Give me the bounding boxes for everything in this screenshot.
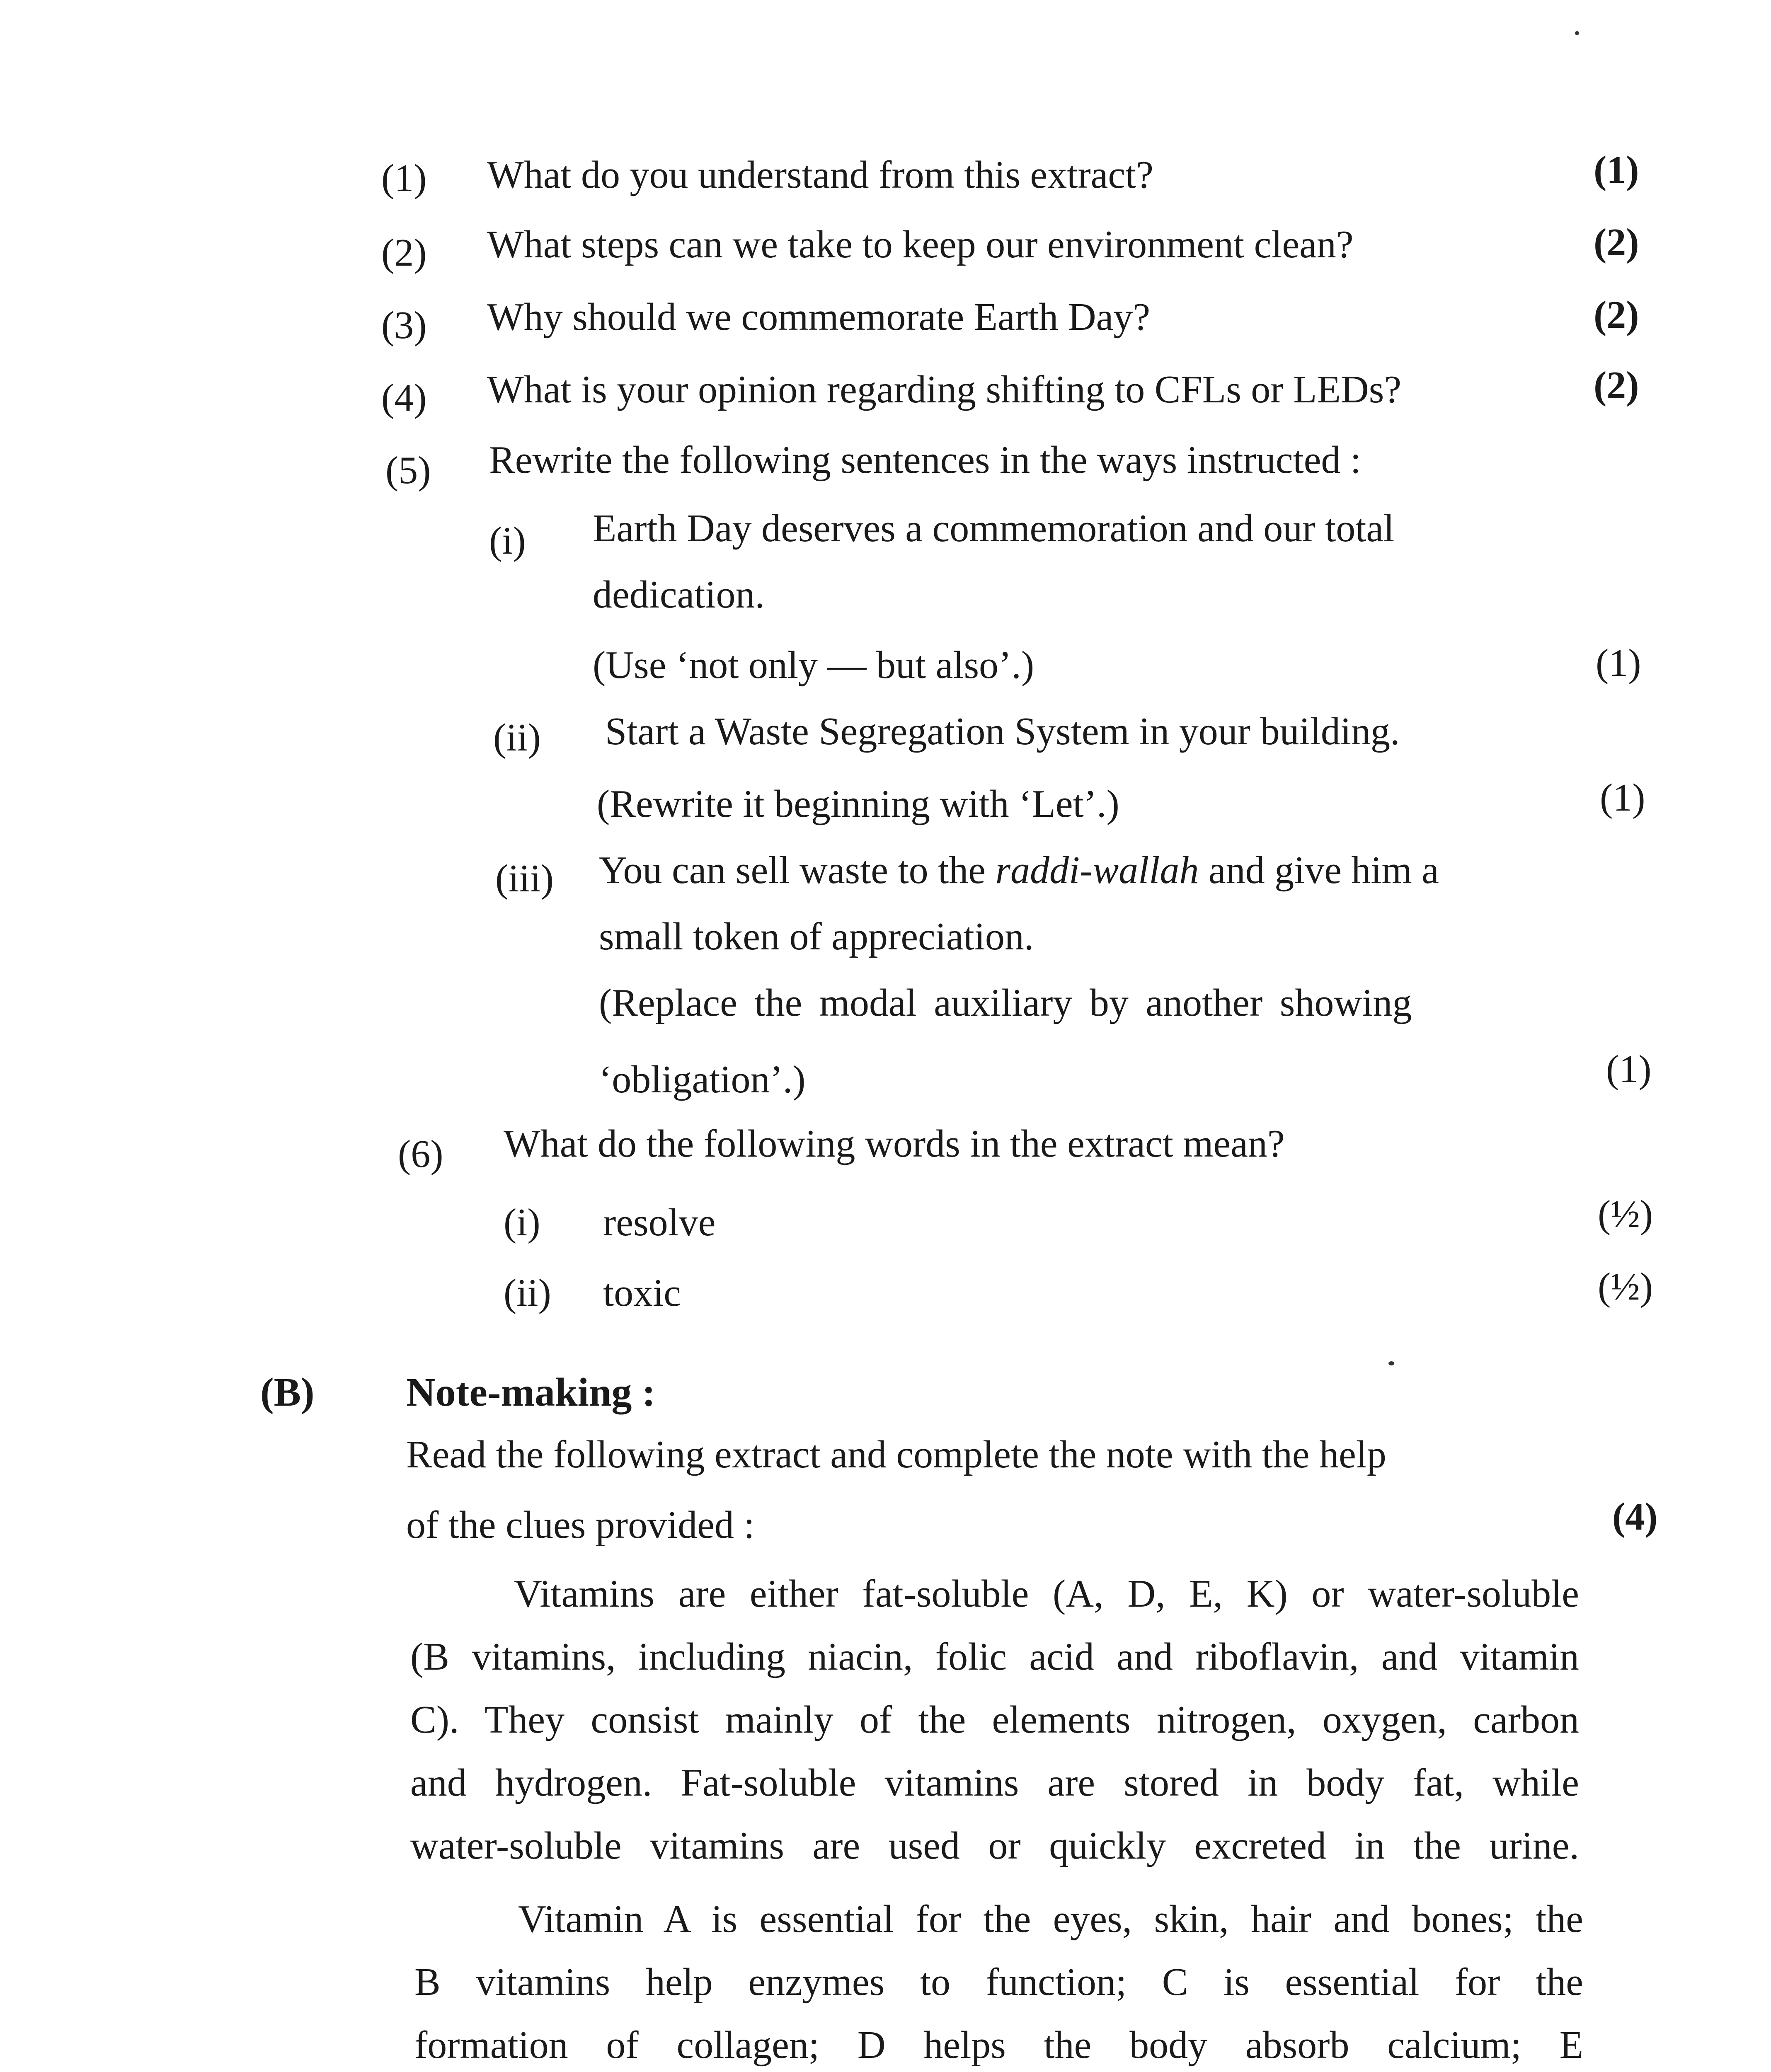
q6-ii-word: toxic [603,1271,681,1314]
vitamins-paragraph-2 [414,1888,1583,2072]
q5-iii-line1-post: and give him a [1199,849,1439,892]
section-b-heading: Note-making : [406,1370,656,1415]
q5-iii-italic-word: raddi-wallah [995,849,1199,892]
q5-iii-line1 [599,845,1439,895]
para1-line: Vitamins are either fat-soluble (A, D, E, K) or water-soluble [514,1572,1579,1615]
q5-iii-line1-pre: You can sell waste to the [599,849,996,892]
question-1 [381,153,427,203]
marks-6-ii: (½) [1598,1265,1653,1308]
marks-1: (1) [1594,148,1639,191]
para2-line: formation of collagen; D helps the body absorb calcium; E [414,2024,1583,2067]
q5-ii-instruction: (Rewrite it beginning with ‘Let’.) [597,782,1119,825]
speck-mark [1388,1361,1394,1365]
q5-ii-number: (ii) [493,716,541,759]
q5-iii-instruction2: ‘obligation’.) [599,1058,806,1101]
section-b-instruction-line1: Read the following extract and complete the note with the help [406,1433,1386,1476]
question-2-number: (2) [381,231,427,274]
q6-i-word: resolve [603,1201,716,1244]
para2-line: B vitamins help enzymes to function; C is essential for the [414,1961,1583,2004]
para1-line: and hydrogen. Fat-soluble vitamins are stored in body fat, while [410,1761,1579,1804]
q5-iii-line2: small token of appreciation. [599,915,1034,958]
para1-line: water-soluble vitamins are used or quickly excreted in the urine. [410,1824,1579,1867]
q5-ii-line1: Start a Waste Segregation System in your building. [605,710,1400,753]
question-2-text: What steps can we take to keep our environment clean? [487,223,1354,266]
vitamins-paragraph-1 [410,1562,1579,1877]
q5-i-line1: Earth Day deserves a commemoration and our total [593,507,1395,550]
para1-line: (B vitamins, including niacin, folic acid and riboflavin, and vitamin [410,1635,1579,1678]
marks-5-ii: (1) [1600,776,1645,819]
q5-i-number: (i) [489,519,526,562]
marks-6-i: (½) [1598,1193,1653,1236]
marks-5-i: (1) [1596,641,1641,685]
marks-2: (2) [1594,221,1639,264]
q6-i-number: (i) [504,1201,540,1244]
q6-ii-number: (ii) [504,1271,551,1314]
question-1-text: What do you understand from this extract? [487,153,1153,196]
para1-line: C). They consist mainly of the elements nitrogen, oxygen, carbon [410,1698,1579,1741]
question-number: (1) [381,157,427,200]
section-b-instruction-line2: of the clues provided : [406,1503,755,1547]
q5-i-instruction: (Use ‘not only — but also’.) [593,644,1034,687]
question-4-number: (4) [381,376,427,419]
question-5-number: (5) [385,449,431,492]
marks-3: (2) [1594,293,1639,336]
question-3-number: (3) [381,304,427,347]
section-b-label: (B) [260,1370,315,1415]
question-6-number: (6) [398,1133,443,1176]
question-6-text: What do the following words in the extract mean? [504,1122,1285,1165]
para2-line: Vitamin A is essential for the eyes, skin, hair and bones; the [518,1898,1583,1941]
section-b-marks: (4) [1612,1495,1658,1538]
question-5-text: Rewrite the following sentences in the ways instructed : [489,438,1362,482]
speck-mark [1575,31,1579,35]
q5-iii-number: (iii) [495,857,554,900]
q5-iii-instruction1: (Replace the modal auxiliary by another showing [599,981,1412,1024]
marks-5-iii: (1) [1606,1048,1652,1091]
question-4-text: What is your opinion regarding shifting to CFLs or LEDs? [487,368,1402,411]
q5-i-line2: dedication. [593,573,765,616]
marks-4: (2) [1594,364,1639,407]
question-3-text: Why should we commemorate Earth Day? [487,295,1151,339]
